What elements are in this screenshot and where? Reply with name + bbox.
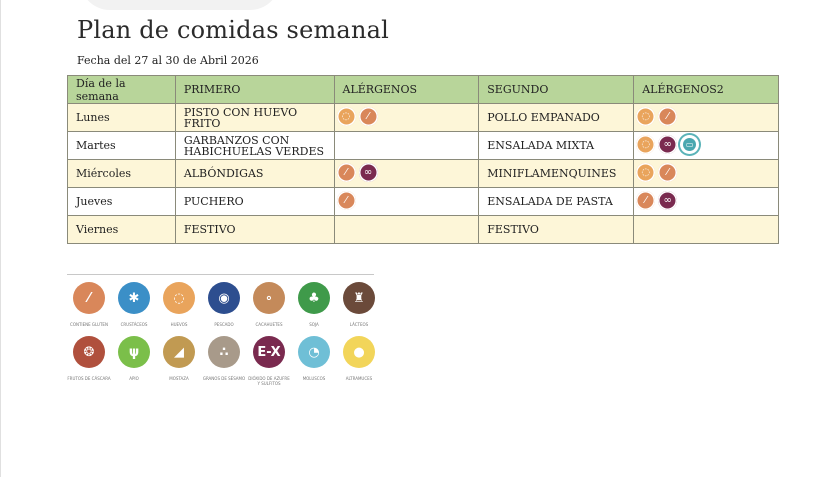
huevos-icon: ◌: [636, 107, 655, 126]
gluten-icon: ⁄: [658, 107, 677, 126]
col-header-day: Día de la semana: [68, 76, 176, 104]
huevos-icon: ◌: [636, 135, 655, 154]
meal-plan-table: [67, 75, 779, 244]
legend-label: FRUTOS DE CÁSCARA: [67, 376, 111, 381]
legend-item: [247, 336, 291, 386]
alergenos-cell: [334, 104, 479, 132]
col-header-segundo: SEGUNDO: [479, 76, 634, 104]
legend-item: [67, 282, 111, 327]
legend-label: APIO: [129, 376, 139, 381]
page-edge: [0, 0, 1, 477]
table-header-row: [68, 76, 779, 104]
legend-label: CACAHUETES: [255, 322, 283, 327]
legend-label: ALTRAMUCES: [345, 376, 373, 381]
date-range: Fecha del 27 al 30 de Abril 2026: [77, 54, 259, 67]
alergenos2-cell: [634, 160, 779, 188]
allergen-legend: [67, 274, 374, 384]
pescado-icon: ▭: [680, 135, 699, 154]
sulfitos-icon: ∞: [658, 135, 677, 154]
segundo-cell: ENSALADA MIXTA: [479, 132, 634, 160]
col-header-alergenos: ALÉRGENOS: [334, 76, 479, 104]
primero-cell: ALBÓNDIGAS: [175, 160, 334, 188]
legend-label: LÁCTEOS: [349, 322, 369, 327]
frutos-cascara-icon: ❂: [73, 336, 105, 368]
primero-cell: FESTIVO: [175, 216, 334, 244]
soja-icon: ♣: [298, 282, 330, 314]
pescado-icon: ◉: [208, 282, 240, 314]
primero-cell: GARBANZOS CON HABICHUELAS VERDES: [175, 132, 334, 160]
legend-item: [337, 282, 381, 327]
alergenos-cell: [334, 132, 479, 160]
table-row: [68, 160, 779, 188]
sulfitos-icon: ∞: [658, 191, 677, 210]
legend-item: [202, 282, 246, 327]
segundo-cell: MINIFLAMENQUINES: [479, 160, 634, 188]
mostaza-icon: ◢: [163, 336, 195, 368]
segundo-cell: POLLO EMPANADO: [479, 104, 634, 132]
gluten-icon: ⁄: [658, 163, 677, 182]
legend-item: [157, 336, 201, 381]
col-header-alergenos2: ALÉRGENOS2: [634, 76, 779, 104]
huevos-icon: ◌: [163, 282, 195, 314]
table-row: [68, 104, 779, 132]
legend-item: [157, 282, 201, 327]
legend-label: DIÓXIDO DE AZUFRE Y SULFITOS: [248, 376, 290, 386]
legend-item: [202, 336, 246, 381]
legend-item: [67, 336, 111, 381]
lacteos-icon: ♜: [343, 282, 375, 314]
legend-item: [337, 336, 381, 381]
crustaceos-icon: ✱: [118, 282, 150, 314]
legend-item: [292, 336, 336, 381]
segundo-cell: ENSALADA DE PASTA: [479, 188, 634, 216]
legend-item: [292, 282, 336, 327]
day-cell: Jueves: [68, 188, 176, 216]
gluten-icon: ⁄: [359, 107, 378, 126]
gluten-icon: ⁄: [636, 191, 655, 210]
gluten-icon: ⁄: [73, 282, 105, 314]
alergenos2-cell: [634, 104, 779, 132]
sulfitos-icon: E-X: [253, 336, 285, 368]
legend-label: CONTIENE GLUTEN: [70, 322, 108, 327]
alergenos-cell: [334, 160, 479, 188]
legend-label: HUEVOS: [170, 322, 188, 327]
day-cell: Miércoles: [68, 160, 176, 188]
day-cell: Martes: [68, 132, 176, 160]
legend-label: PESCADO: [214, 322, 234, 327]
legend-divider: [67, 274, 374, 275]
table-row: [68, 132, 779, 160]
gluten-icon: ⁄: [337, 191, 356, 210]
legend-label: SOJA: [309, 322, 319, 327]
huevos-icon: ◌: [337, 107, 356, 126]
cacahuetes-icon: ∘: [253, 282, 285, 314]
sesamo-icon: ∴: [208, 336, 240, 368]
gluten-icon: ⁄: [337, 163, 356, 182]
huevos-icon: ◌: [636, 163, 655, 182]
day-cell: Viernes: [68, 216, 176, 244]
legend-label: MOSTAZA: [169, 376, 189, 381]
page-title: Plan de comidas semanal: [77, 16, 389, 44]
legend-item: [247, 282, 291, 327]
legend-label: GRANOS DE SÉSAMO: [202, 376, 246, 381]
segundo-cell: FESTIVO: [479, 216, 634, 244]
alergenos-cell: [334, 188, 479, 216]
moluscos-icon: ◔: [298, 336, 330, 368]
primero-cell: PISTO CON HUEVO FRITO: [175, 104, 334, 132]
table-row: [68, 188, 779, 216]
day-cell: Lunes: [68, 104, 176, 132]
legend-item: [112, 336, 156, 381]
col-header-primero: PRIMERO: [175, 76, 334, 104]
table-row: [68, 216, 779, 244]
apio-icon: ψ: [118, 336, 150, 368]
alergenos2-cell: [634, 188, 779, 216]
alergenos2-cell: [634, 216, 779, 244]
legend-label: MOLUSCOS: [302, 376, 326, 381]
altramuces-icon: ●: [343, 336, 375, 368]
alergenos2-cell: [634, 132, 779, 160]
page-tab-shadow: [80, 0, 280, 10]
sulfitos-icon: ∞: [359, 163, 378, 182]
alergenos-cell: [334, 216, 479, 244]
primero-cell: PUCHERO: [175, 188, 334, 216]
legend-item: [112, 282, 156, 327]
legend-label: CRUSTÁCEOS: [120, 322, 148, 327]
